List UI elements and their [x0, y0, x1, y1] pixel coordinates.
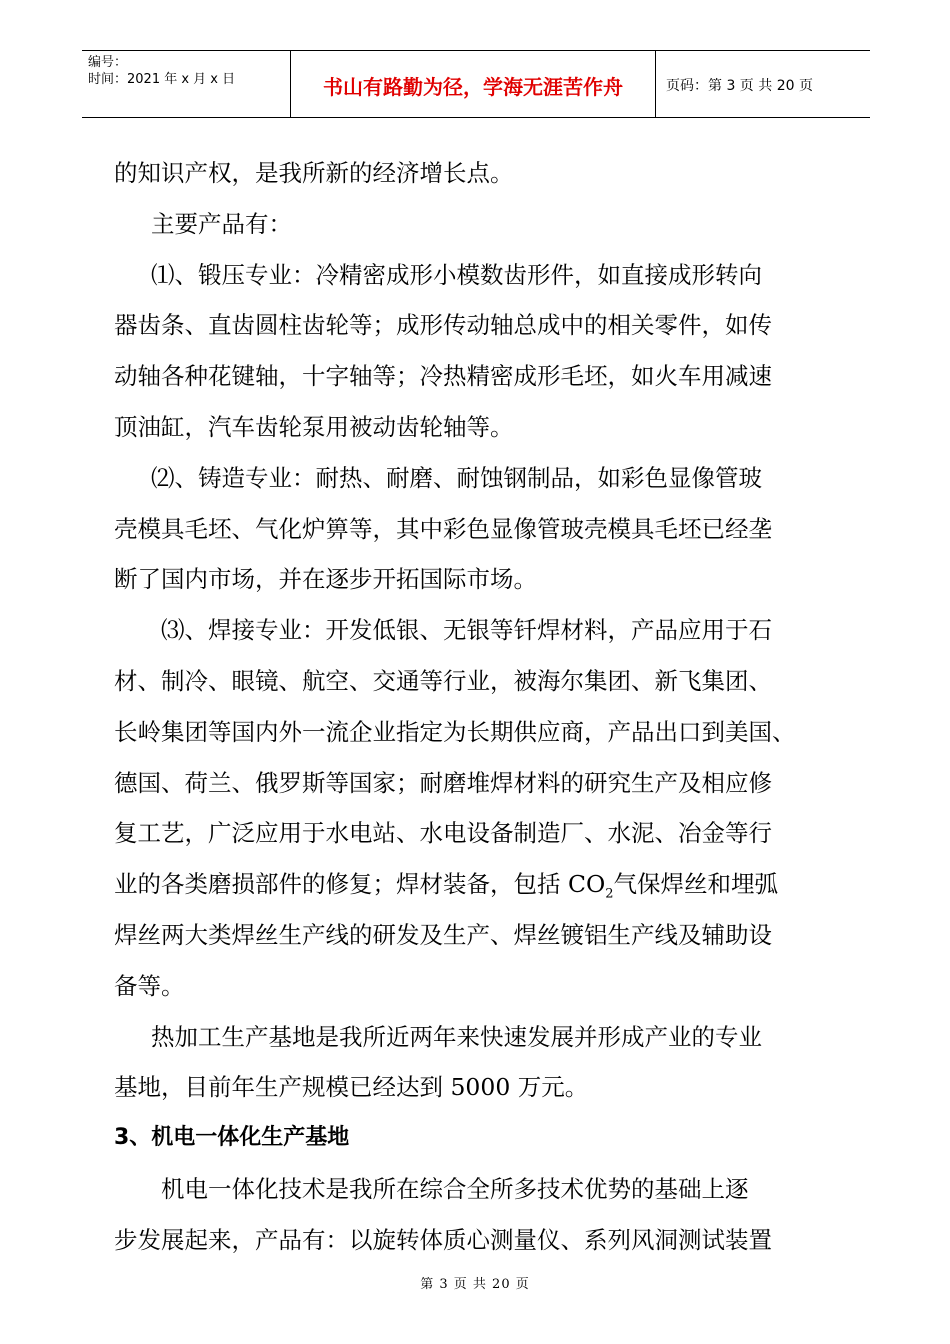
- body-line: 德国、荷兰、俄罗斯等国家；耐磨堆焊材料的研究生产及相应修: [114, 768, 772, 797]
- page-footer: 第 3 页 共 20 页: [420, 1277, 530, 1292]
- body-line: 步发展起来，产品有：以旋转体质心测量仪、系列风洞测试装置: [114, 1225, 772, 1254]
- body-line: 顶油缸，汽车齿轮泵用被动齿轮轴等。: [114, 412, 514, 441]
- body-line: 的知识产权，是我所新的经济增长点。: [114, 159, 514, 187]
- subscript: 2: [605, 886, 614, 902]
- body-line: 备等。: [114, 971, 185, 1000]
- document-body: [114, 148, 842, 1266]
- body-line: 基地，目前年生产规模已经达到 5000 万元。: [114, 1073, 589, 1102]
- body-line: 复工艺，广泛应用于水电站、水电设备制造厂、水泥、冶金等行: [114, 819, 772, 848]
- body-line: ⑶、焊接专业：开发低银、无银等钎焊材料，产品应用于石: [161, 616, 772, 645]
- header-motto: 书山有路勤为径，学海无涯苦作舟: [323, 75, 623, 99]
- body-line: 材、制冷、眼镜、航空、交通等行业，被海尔集团、新飞集团、: [114, 666, 772, 695]
- body-text: 气保焊丝和埋弧: [613, 870, 778, 899]
- body-line: 壳模具毛坯、气化炉箅等，其中彩色显像管玻壳模具毛坯已经垄: [114, 514, 772, 543]
- body-line: 器齿条、直齿圆柱齿轮等；成形传动轴总成中的相关零件，如传: [114, 311, 772, 340]
- doc-code-label: 编号：: [88, 55, 128, 70]
- body-line: 断了国内市场，并在逐步开拓国际市场。: [114, 565, 537, 594]
- body-text: 业的各类磨损部件的修复；焊材装备，包括 CO: [114, 870, 606, 899]
- body-line: 机电一体化技术是我所在综合全所多技术优势的基础上逐: [161, 1174, 749, 1203]
- doc-time-label: 时间：2021 年 x 月 x 日: [88, 72, 236, 87]
- header-meta: [88, 54, 235, 88]
- body-line: 主要产品有：: [151, 209, 292, 238]
- body-line: ⑴、锻压专业：冷精密成形小模数齿形件，如直接成形转向: [151, 260, 762, 289]
- page-header: [82, 50, 870, 118]
- body-line: 热加工生产基地是我所近两年来快速发展并形成产业的专业: [151, 1022, 762, 1051]
- header-divider: [655, 51, 656, 117]
- section-heading: 3、机电一体化生产基地: [114, 1125, 350, 1151]
- body-line: 长岭集团等国内外一流企业指定为长期供应商，产品出口到美国、: [114, 717, 796, 746]
- body-line: 动轴各种花键轴，十字轴等；冷热精密成形毛坯，如火车用减速: [114, 362, 772, 391]
- header-page-info: 页码：第 3 页 共 20 页: [666, 78, 813, 94]
- body-line: 焊丝两大类焊丝生产线的研发及生产、焊丝镀铝生产线及辅助设: [114, 920, 772, 949]
- body-line: ⑵、铸造专业：耐热、耐磨、耐蚀钢制品，如彩色显像管玻: [151, 463, 762, 492]
- body-line: [114, 859, 842, 910]
